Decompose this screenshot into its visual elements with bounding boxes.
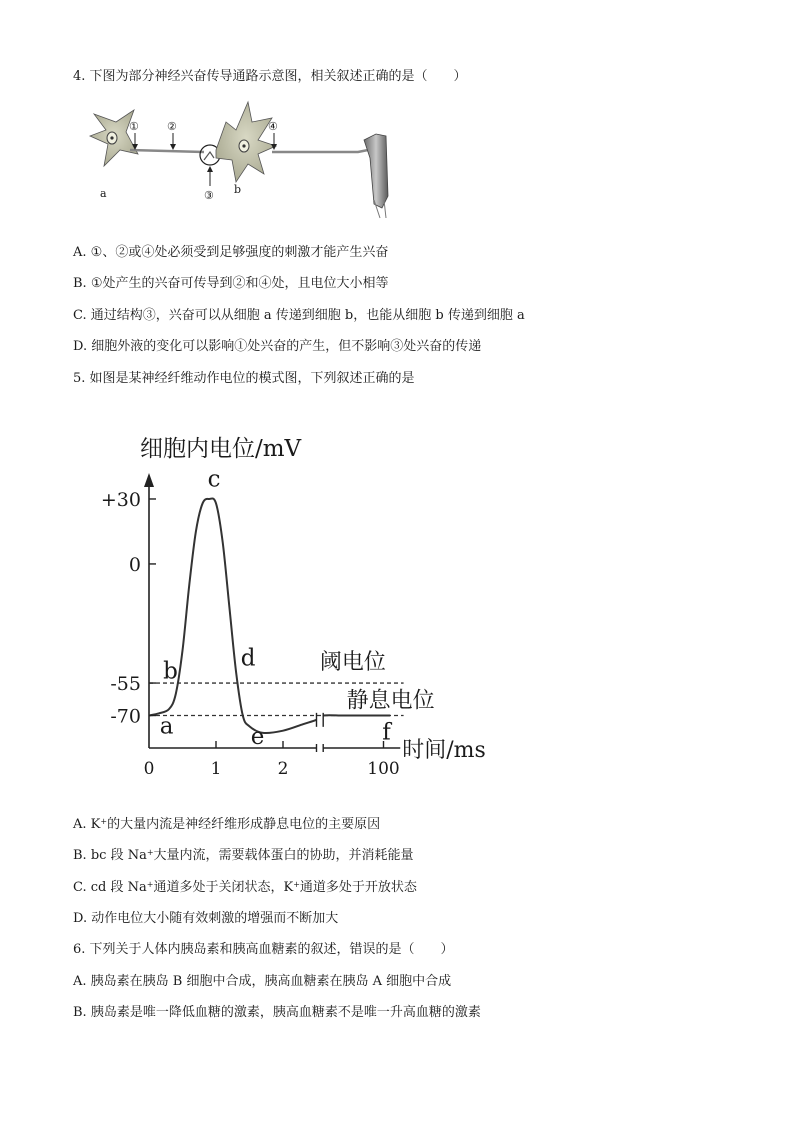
q5-option-c [73,879,417,897]
neuron-pathway-figure [86,100,406,220]
option-letter: B. [73,1005,87,1020]
y-axis-arrow [144,473,154,487]
option-letter: C. [73,880,87,895]
y-tick-label: +30 [100,488,141,511]
q4-stem [73,68,467,86]
option-letter: A. [73,245,87,260]
label-3: ③ [204,189,214,202]
q5-option-b [73,847,414,865]
y-tick-label: 0 [128,553,141,576]
option-text: ①处产生的兴奋可传导到②和④处，且电位大小相等 [90,276,389,291]
option-text: ①、②或④处必须受到足够强度的刺激才能产生兴奋 [90,245,389,260]
option-letter: A. [73,974,87,989]
option-text: 细胞外液的变化可以影响①处兴奋的产生，但不影响③处兴奋的传递 [91,339,482,354]
label-cell-a: a [100,187,107,200]
option-text: 胰岛素是唯一降低血糖的激素，胰高血糖素不是唯一升高血糖的激素 [90,1005,481,1020]
point-label-b: b [163,658,178,685]
q5-stem [73,370,415,388]
option-prefix: cd 段 [90,880,128,895]
action-potential-chart [100,428,530,783]
ion-k: K+ [90,817,108,832]
q4-option-a [73,244,388,262]
y-tick-label: -70 [110,705,141,728]
option-prefix: bc 段 [90,848,128,863]
option-letter: D. [73,339,88,354]
option-letter: D. [73,911,88,926]
threshold-label: 阈电位 [319,650,386,676]
q4-option-b [73,275,388,293]
q4-option-d [73,338,481,356]
label-2: ② [167,120,177,133]
option-text: 通过结构③，兴奋可以从细胞 a 传递到细胞 b，也能从细胞 b 传递到细胞 a [90,308,525,323]
q5-number: 5. [73,371,86,386]
q4-stem-text: 下图为部分神经兴奋传导通路示意图，相关叙述正确的是（ ） [89,69,467,84]
axon-a [130,150,204,152]
option-text: 通道多处于关闭状态， [153,880,284,895]
q4-option-c [73,307,525,325]
label-1: ① [129,120,139,133]
q6-option-b [73,1004,481,1022]
ion-k: K+ [283,880,300,895]
x-tick-label: 1 [210,759,222,779]
label-cell-b: b [234,183,242,196]
axon-b [272,150,368,152]
point-label-f: f [382,719,391,746]
option-letter: C. [73,308,87,323]
option-letter: B. [73,848,87,863]
ion-na: Na+ [127,880,154,895]
option-text: 大量内流，需要载体蛋白的协助，并消耗能量 [153,848,414,863]
resting-label: 静息电位 [346,688,435,714]
label-4: ④ [268,120,278,133]
q4-number: 4. [73,69,86,84]
point-label-c: c [207,466,221,493]
x-tick-label: 100 [367,759,400,779]
option-letter: A. [73,817,87,832]
point-label-e: e [250,724,265,751]
x-tick-label: 0 [143,759,155,779]
option-text: 动作电位大小随有效刺激的增强而不断加大 [91,911,339,926]
x-tick-label: 2 [277,759,289,779]
q6-number: 6. [73,942,86,957]
x-axis-label: 时间/ms [402,738,486,763]
q6-stem-text: 下列关于人体内胰岛素和胰高血糖素的叙述，错误的是（ ） [89,942,454,957]
q6-stem [73,941,454,959]
q6-option-a [73,973,451,991]
x-axis-break [317,744,324,752]
q5-option-a [73,816,380,834]
option-text: 的大量内流是神经纤维形成静息电位的主要原因 [107,817,381,832]
muscle-fiber [364,134,388,208]
option-text: 胰岛素在胰岛 B 细胞中合成，胰高血糖素在胰岛 A 细胞中合成 [90,974,452,989]
point-label-a: a [159,713,174,740]
ion-na: Na+ [127,848,154,863]
point-label-d: d [240,645,256,672]
q5-stem-text: 如图是某神经纤维动作电位的模式图，下列叙述正确的是 [89,371,415,386]
y-tick-label: -55 [110,673,141,696]
y-axis-label: 细胞内电位/mV [140,436,302,462]
option-letter: B. [73,276,87,291]
q5-option-d [73,910,338,928]
option-text-2: 通道多处于开放状态 [299,880,417,895]
